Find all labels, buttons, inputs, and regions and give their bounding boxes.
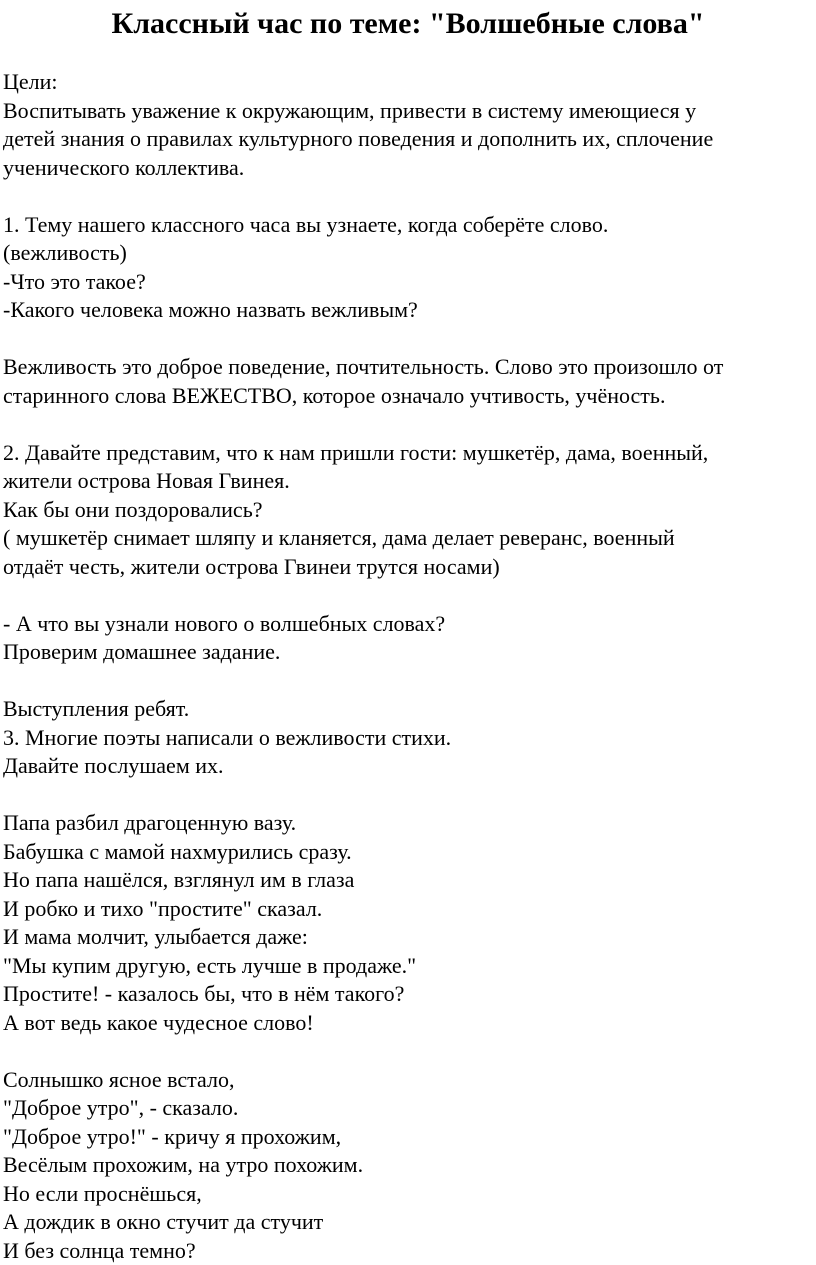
poem2-line: А дождик в окно стучит да стучит (3, 1208, 813, 1237)
part3-line: Давайте послушаем их. (3, 752, 813, 781)
document-body (3, 68, 813, 1265)
part2-line: 2. Давайте представим, что к нам пришли гости: мушкетёр, дама, военный, (3, 439, 813, 468)
paragraph-gap (3, 182, 813, 211)
poem1-line: И мама молчит, улыбается даже: (3, 923, 813, 952)
poem2-line: Но если проснёшься, (3, 1180, 813, 1209)
poem1-line: Бабушка с мамой нахмурились сразу. (3, 838, 813, 867)
question-line: - А что вы узнали нового о волшебных словах? (3, 610, 813, 639)
paragraph-gap (3, 781, 813, 810)
paragraph-gap (3, 325, 813, 354)
goals-line: ученического коллектива. (3, 154, 813, 183)
poem1-line: Но папа нашёлся, взглянул им в глаза (3, 866, 813, 895)
goals-heading: Цели: (3, 68, 813, 97)
part3-section (3, 695, 813, 781)
poem2-section (3, 1066, 813, 1265)
poem1-line: И робко и тихо "простите" сказал. (3, 895, 813, 924)
definition-section (3, 353, 813, 410)
poem1-section (3, 809, 813, 1037)
part1-line: (вежливость) (3, 239, 813, 268)
question-section (3, 610, 813, 667)
definition-line: Вежливость это доброе поведение, почтительность. Слово это произошло от (3, 353, 813, 382)
paragraph-gap (3, 667, 813, 696)
poem1-line: Простите! - казалось бы, что в нём такого? (3, 980, 813, 1009)
poem2-line: "Доброе утро", - сказало. (3, 1094, 813, 1123)
poem1-line: Папа разбил драгоценную вазу. (3, 809, 813, 838)
paragraph-gap (3, 1037, 813, 1066)
question-line: Проверим домашнее задание. (3, 638, 813, 667)
goals-section (3, 68, 813, 182)
goals-line: детей знания о правилах культурного поведения и дополнить их, сплочение (3, 125, 813, 154)
poem2-line: И без солнца темно? (3, 1237, 813, 1265)
goals-line: Воспитывать уважение к окружающим, привести в систему имеющиеся у (3, 97, 813, 126)
definition-line: старинного слова ВЕЖЕСТВО, которое означало учтивость, учёность. (3, 382, 813, 411)
poem2-line: "Доброе утро!" - кричу я прохожим, (3, 1123, 813, 1152)
part1-line: 1. Тему нашего классного часа вы узнаете, когда соберёте слово. (3, 211, 813, 240)
poem2-line: Весёлым прохожим, на утро похожим. (3, 1151, 813, 1180)
part3-line: 3. Многие поэты написали о вежливости стихи. (3, 724, 813, 753)
poem1-line: А вот ведь какое чудесное слово! (3, 1009, 813, 1038)
part2-line: жители острова Новая Гвинея. (3, 467, 813, 496)
part2-line: Как бы они поздоровались? (3, 496, 813, 525)
part1-section (3, 211, 813, 325)
part3-line: Выступления ребят. (3, 695, 813, 724)
poem1-line: "Мы купим другую, есть лучше в продаже." (3, 952, 813, 981)
part2-section (3, 439, 813, 582)
poem2-line: Солнышко ясное встало, (3, 1066, 813, 1095)
paragraph-gap (3, 581, 813, 610)
paragraph-gap (3, 410, 813, 439)
part1-line: -Какого человека можно назвать вежливым? (3, 296, 813, 325)
document-title: Классный час по теме: "Волшебные слова" (0, 4, 816, 44)
part2-line: отдаёт честь, жители острова Гвинеи трутся носами) (3, 553, 813, 582)
part2-line: ( мушкетёр снимает шляпу и кланяется, дама делает реверанс, военный (3, 524, 813, 553)
part1-line: -Что это такое? (3, 268, 813, 297)
